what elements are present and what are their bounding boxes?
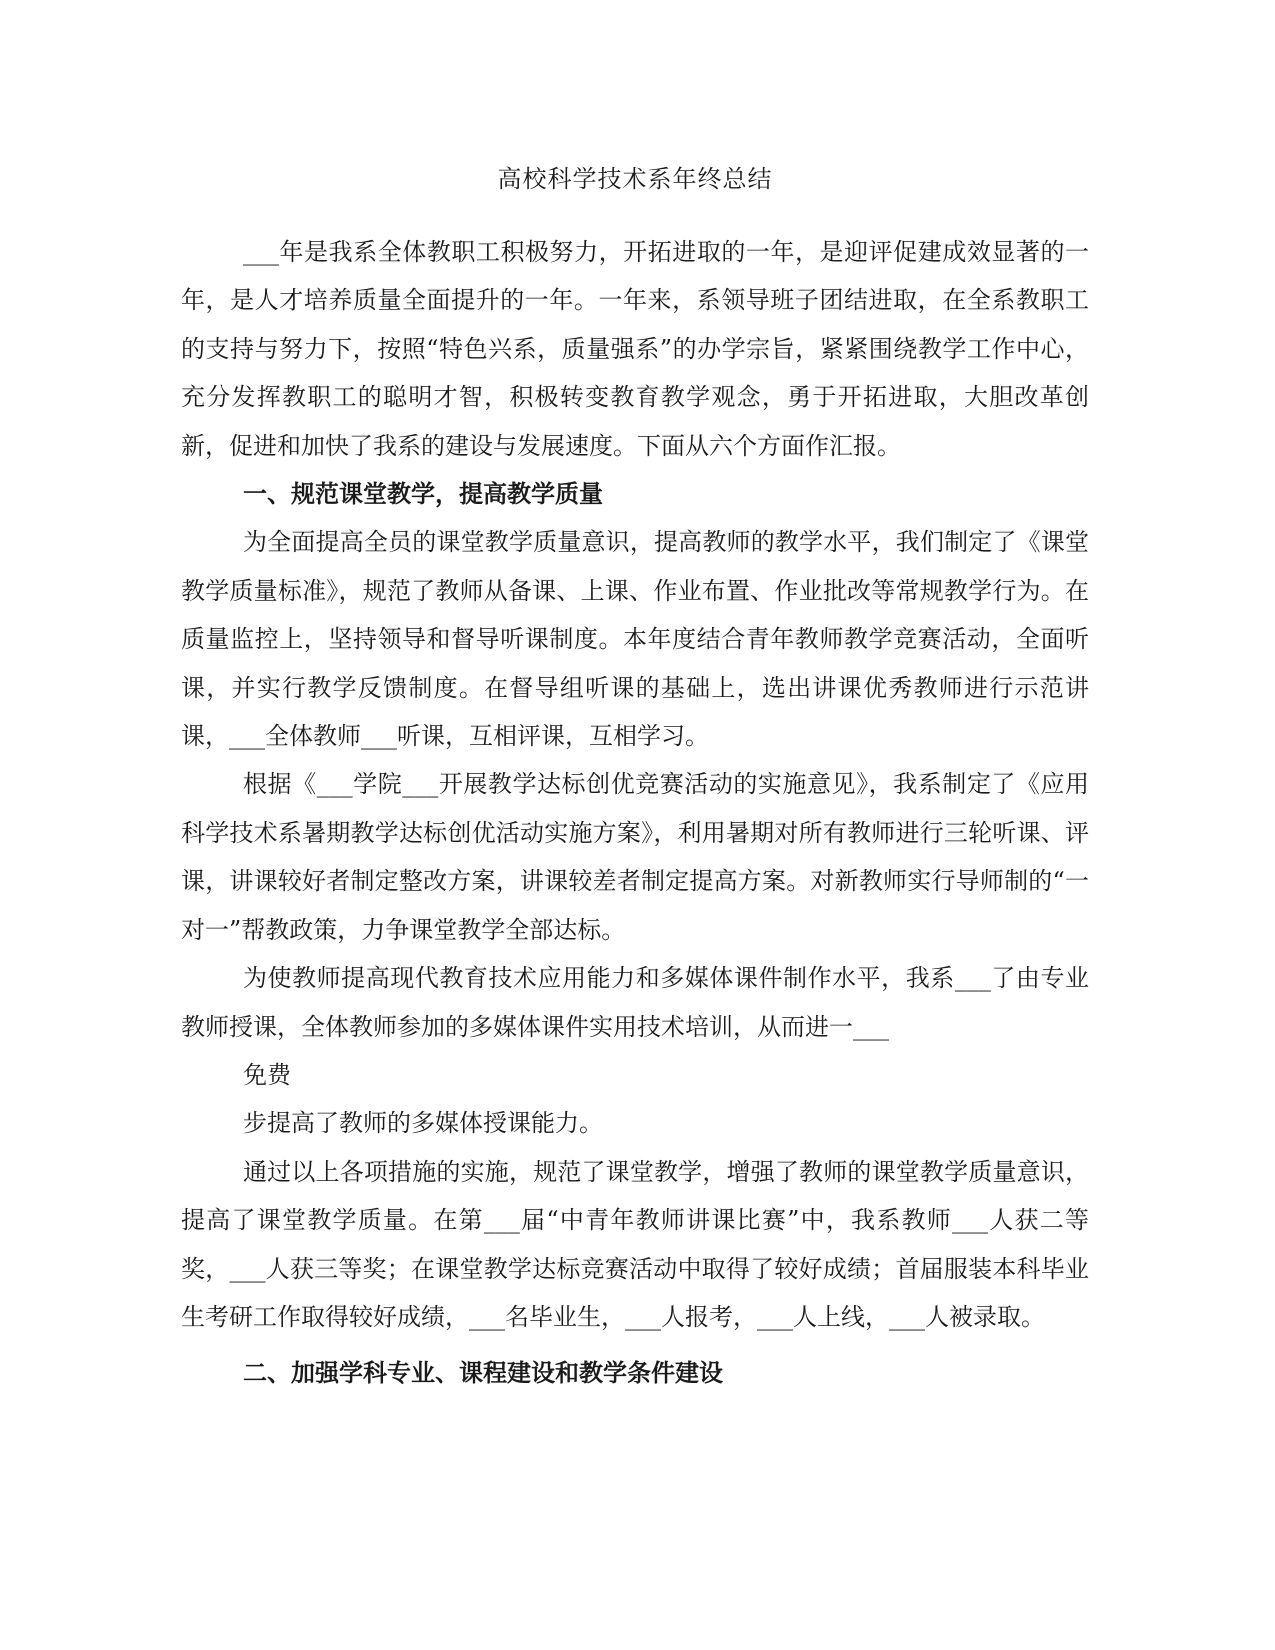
section-heading-2: 二、加强学科专业、课程建设和教学条件建设 [243, 1358, 723, 1388]
paragraph: 根据《___学院___开展教学达标创优竞赛活动的实施意见》，我系制定了《应用科学技术系暑期教学达标创优活动实施方案》，利用暑期对所有教师进行三轮听课、评课，讲课较好者制定整改方案，讲课较差者制定提高方案。对新教师实行导师制的“一对一”帮教政策，力争课堂教学全部达标。 [181, 770, 1089, 944]
section-heading-1: 一、规范课堂教学，提高教学质量 [243, 479, 603, 509]
paragraph: 为全面提高全员的课堂教学质量意识，提高教师的教学水平，我们制定了《课堂教学质量标准》，规范了教师从备课、上课、作业布置、作业批改等常规教学行为。在质量监控上，坚持领导和督导听课制度。本年度结合青年教师教学竞赛活动，全面听课，并实行教学反馈制度。在督导组听课的基础上，选出讲课优秀教师进行示范讲课，___全体教师___听课，互相评课，互相学习。 [181, 528, 1089, 751]
document-title: 高校科学技术系年终总结 [497, 165, 773, 193]
paragraph-intro: ___年是我系全体教职工积极努力，开拓进取的一年，是迎评促建成效显著的一年，是人才培养质量全面提升的一年。一年来，系领导班子团结进取，在全系教职工的支持与努力下，按照“特色兴系，质量强系”的办学宗旨，紧紧围绕教学工作中心，充分发挥教职工的聪明才智，积极转变教育教学观念，勇于开拓进取，大胆改革创新，促进和加快了我系的建设与发展速度。下面从六个方面作汇报。 [181, 238, 1089, 460]
paragraph: 通过以上各项措施的实施，规范了课堂教学，增强了教师的课堂教学质量意识，提高了课堂教学质量。在第___届“中青年教师讲课比赛”中，我系教师___人获二等奖，___人获三等奖；在课堂教学达标竞赛活动中取得了较好成绩；首届服装本科毕业生考研工作取得较好成绩，___名毕业生，___人报考，___人上线，___人被录取。 [181, 1157, 1089, 1331]
document-body [181, 228, 1089, 1398]
paragraph: 步提高了教师的多媒体授课能力。 [243, 1109, 603, 1138]
paragraph: 免费 [243, 1060, 291, 1089]
paragraph: 为使教师提高现代教育技术应用能力和多媒体课件制作水平，我系___了由专业教师授课，全体教师参加的多媒体课件实用技术培训，从而进一___ [181, 964, 1089, 1041]
